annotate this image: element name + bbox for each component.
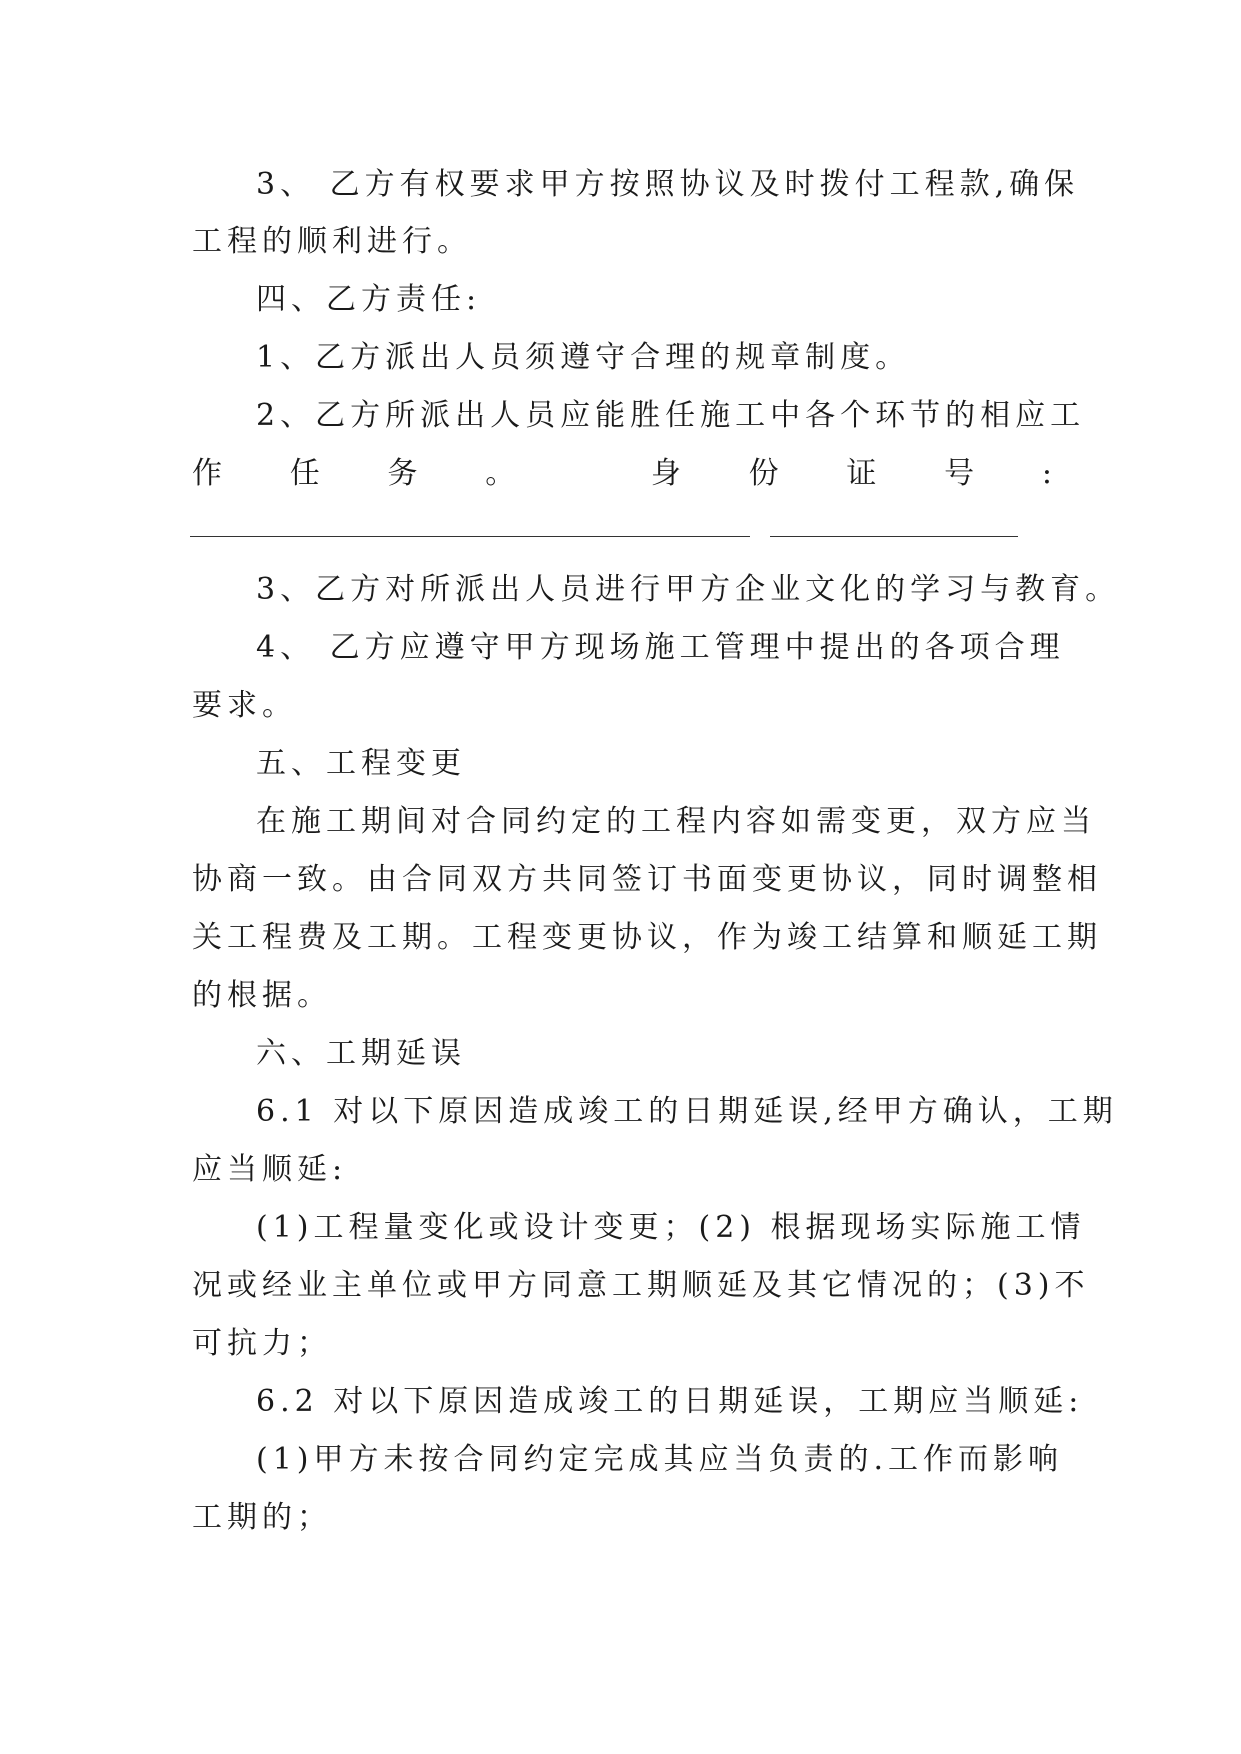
paragraph-line: 的根据。 [192, 978, 332, 1013]
spread-line [192, 454, 1052, 494]
spread-char: : [1041, 456, 1052, 491]
paragraph-line: 要求。 [192, 688, 297, 723]
paragraph-line: 可抗力； [192, 1326, 332, 1361]
paragraph-line: 工程的顺利进行。 [192, 224, 472, 259]
paragraph-line: 4、 乙方应遵守甲方现场施工管理中提出的各项合理 [256, 630, 1065, 665]
spread-char: 号 [944, 456, 975, 491]
paragraph-line: 在施工期间对合同约定的工程内容如需变更，双方应当 [256, 804, 1096, 839]
spread-char: 务 [387, 456, 418, 491]
paragraph-line: 况或经业主单位或甲方同意工期顺延及其它情况的；(3)不 [192, 1268, 1090, 1303]
paragraph-line: 协商一致。由合同双方共同签订书面变更协议，同时调整相 [192, 862, 1102, 897]
paragraph-line: 1、乙方派出人员须遵守合理的规章制度。 [256, 340, 911, 375]
blank-underline [770, 536, 1018, 539]
section-heading: 五、工程变更 [256, 746, 466, 781]
paragraph-line: (1)甲方未按合同约定完成其应当负责的.工作而影响 [256, 1442, 1064, 1477]
paragraph-line: 应当顺延: [192, 1152, 348, 1187]
paragraph-line: 3、 乙方有权要求甲方按照协议及时拨付工程款,确保 [256, 167, 1080, 202]
paragraph-line: 3、乙方对所派出人员进行甲方企业文化的学习与教育。 [256, 572, 1121, 607]
paragraph-line: (1)工程量变化或设计变更；(2) 根据现场实际施工情 [256, 1210, 1086, 1245]
spread-char: 作 [192, 456, 222, 491]
section-heading: 四、乙方责任: [256, 282, 482, 317]
blank-underline [190, 536, 750, 539]
spread-char: 身 [650, 456, 681, 491]
spread-char: 。 [485, 456, 516, 491]
spread-char: 任 [289, 456, 320, 491]
paragraph-line: 工期的； [192, 1500, 332, 1535]
paragraph-line: 6.1 对以下原因造成竣工的日期延误,经甲方确认，工期 [256, 1094, 1118, 1129]
paragraph-line: 2、乙方所派出人员应能胜任施工中各个环节的相应工 [256, 398, 1086, 433]
paragraph-line: 关工程费及工期。工程变更协议，作为竣工结算和顺延工期 [192, 920, 1102, 955]
section-heading: 六、工期延误 [256, 1036, 466, 1071]
spread-char: 份 [748, 456, 779, 491]
spread-char: 证 [846, 456, 877, 491]
paragraph-line: 6.2 对以下原因造成竣工的日期延误，工期应当顺延: [256, 1384, 1084, 1419]
